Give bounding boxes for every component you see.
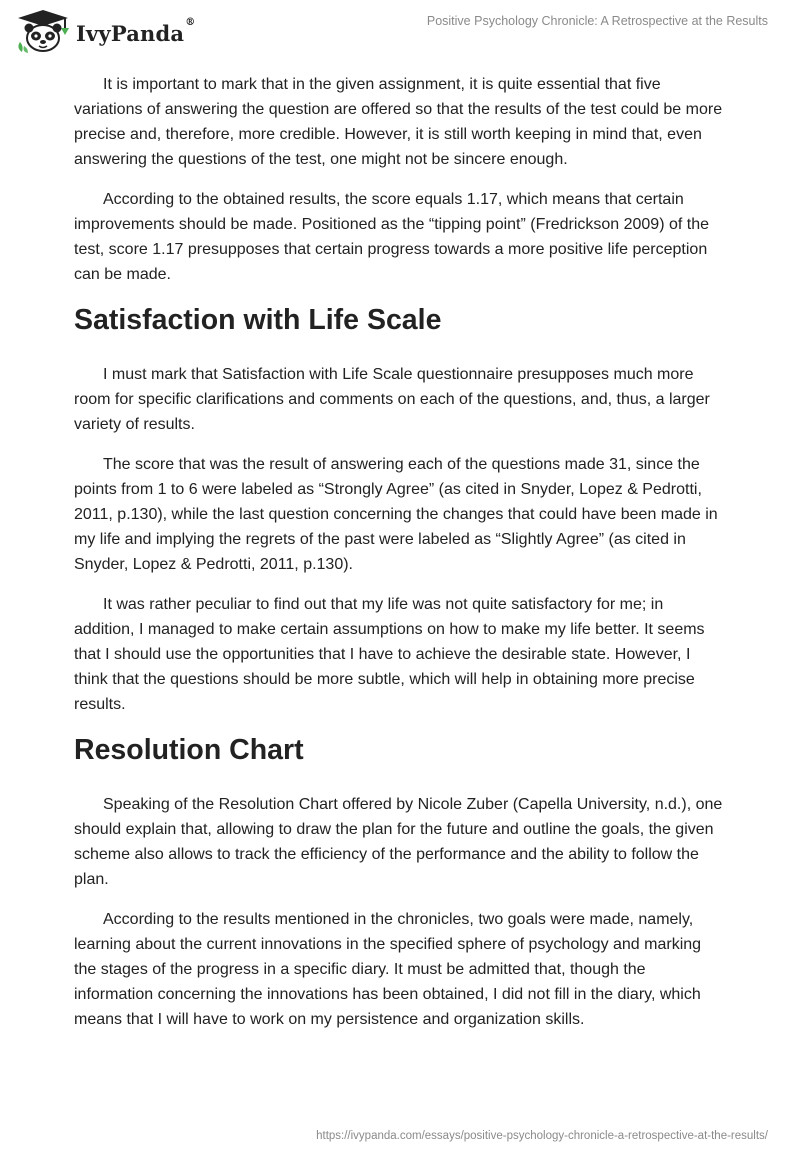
section-heading-resolution: Resolution Chart [74, 734, 304, 766]
section-heading-satisfaction: Satisfaction with Life Scale [74, 304, 442, 336]
essay-body [74, 72, 724, 1047]
paragraph: It is important to mark that in the given assignment, it is quite essential that five variations of answering the question are offered so that the results of the test could be more precise and, therefore, more credible. However, it is still worth keeping in mind that, even answering the questions of the test, one might not be sincere enough. [74, 76, 723, 168]
source-url[interactable]: https://ivypanda.com/essays/positive-psychology-chronicle-a-retrospective-at-the-results/ [316, 1130, 768, 1142]
paragraph: The score that was the result of answering each of the questions made 31, since the points from 1 to 6 were labeled as “Strongly Agree” (as cited in Snyder, Lopez & Pedrotti, 2011, p.130), while the last question concerning the changes that could have been made in my life and implying the regrets of the past were labeled as “Slightly Agree” (as cited in Snyder, Lopez & Pedrotti, 2011, p.130). [74, 456, 718, 573]
paragraph: Speaking of the Resolution Chart offered by Nicole Zuber (Capella University, n.d.), one should explain that, allowing to draw the plan for the future and outline the goals, the given scheme also allows to track the efficiency of the performance and the ability to follow the plan. [74, 796, 723, 888]
paragraph: According to the obtained results, the score equals 1.17, which means that certain improvements should be made. Positioned as the “tipping point” (Fredrickson 2009) of the test, score 1.17 presupposes that certain progress towards a more positive life perception can be made. [74, 191, 710, 283]
paragraph: It was rather peculiar to find out that my life was not quite satisfactory for me; in addition, I managed to make certain assumptions on how to make my life better. It seems that I should use the opportunities that I have to achieve the desirable state. However, I think that the questions should be more subtle, which will help in obtaining more precise results. [74, 596, 705, 713]
paragraph: According to the results mentioned in the chronicles, two goals were made, namely, learning about the current innovations in the specified sphere of psychology and marking the stages of the progress in a specific diary. It must be admitted that, though the information concerning the innovations has been obtained, I did not fill in the diary, which means that I will have to work on my persistence and organization skills. [74, 911, 702, 1028]
page-header [0, 0, 800, 66]
ivypanda-logo[interactable] [14, 8, 195, 54]
paragraph: I must mark that Satisfaction with Life Scale questionnaire presupposes much more room for specific clarifications and comments on each of the questions, and, thus, a larger variety of results. [74, 366, 710, 433]
document-title: Positive Psychology Chronicle: A Retrospective at the Results [426, 14, 768, 28]
panda-graduate-icon [14, 8, 72, 54]
logo-text: IvyPanda® [76, 16, 196, 46]
